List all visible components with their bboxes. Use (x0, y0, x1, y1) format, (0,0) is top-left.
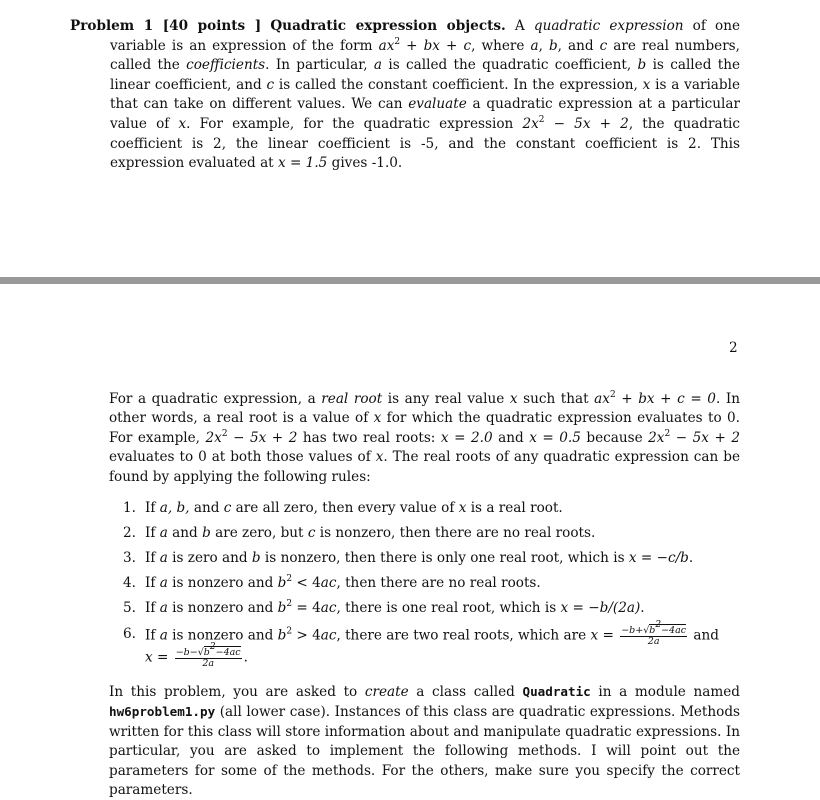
page-separator (0, 277, 820, 284)
problem-statement (70, 17, 740, 174)
problem-paragraph: Problem 1 [40 points ] Quadratic expression objects. A quadratic expression of one variable is an expression of the form $ax^2$ + bx + c, where a, b, and c are real numbers, called the coefficients. In particular, a is called the quadratic coefficient, b is called the linear coefficient, and c is called the constant coefficient. In the expression, x is a variable that can take on different values. We can evaluate a quadratic expression at a particular value of x. For example, for the quadratic expression $2x^2 - 5x + 2$, the quadratic coefficient is 2, the linear coefficient is -5, and the constant coefficient is 2. This expression evaluated at x = 1.5 gives -1.0. (70, 18, 741, 172)
root-formula-plus: $\frac{-b+√b^2-4ac}{2a}$ (621, 620, 687, 647)
task-paragraph: In this problem, you are asked to create a class called Quadratic in a module named hw6problem1.py (all lower case). Instances of this class are quadratic expressions. Methods written for this class will store information about and manipulate quadratic expressions. In particular, you are asked to implement the following methods. I will point out the parameters for some of the methods. For the others, make sure you specify the correct parameters. (109, 684, 740, 799)
root-formula-minus: $\frac{-b-√b^2-4ac}{2a}$ (175, 642, 241, 669)
problem-label: Problem 1 [40 points ] (70, 18, 262, 34)
module-name: hw6problem1.py (109, 704, 216, 720)
class-name: Quadratic (522, 684, 591, 699)
page-number: 2 (729, 340, 738, 356)
problem-title: Quadratic expression objects. (270, 18, 506, 34)
real-root-paragraph: For a quadratic expression, a real root is any real value x such that $ax^2$ + bx + c = 0. In other words, a real root is a value of x for which the quadratic expression evaluates to 0. For example, $2x^2 - 5x + 2$ has two real roots: x = 2.0 and x = 0.5 because $2x^2 - 5x + 2$ evaluates to 0 at both those values of x. The real roots of any quadratic expression can be found by applying the following rules: (109, 390, 741, 485)
